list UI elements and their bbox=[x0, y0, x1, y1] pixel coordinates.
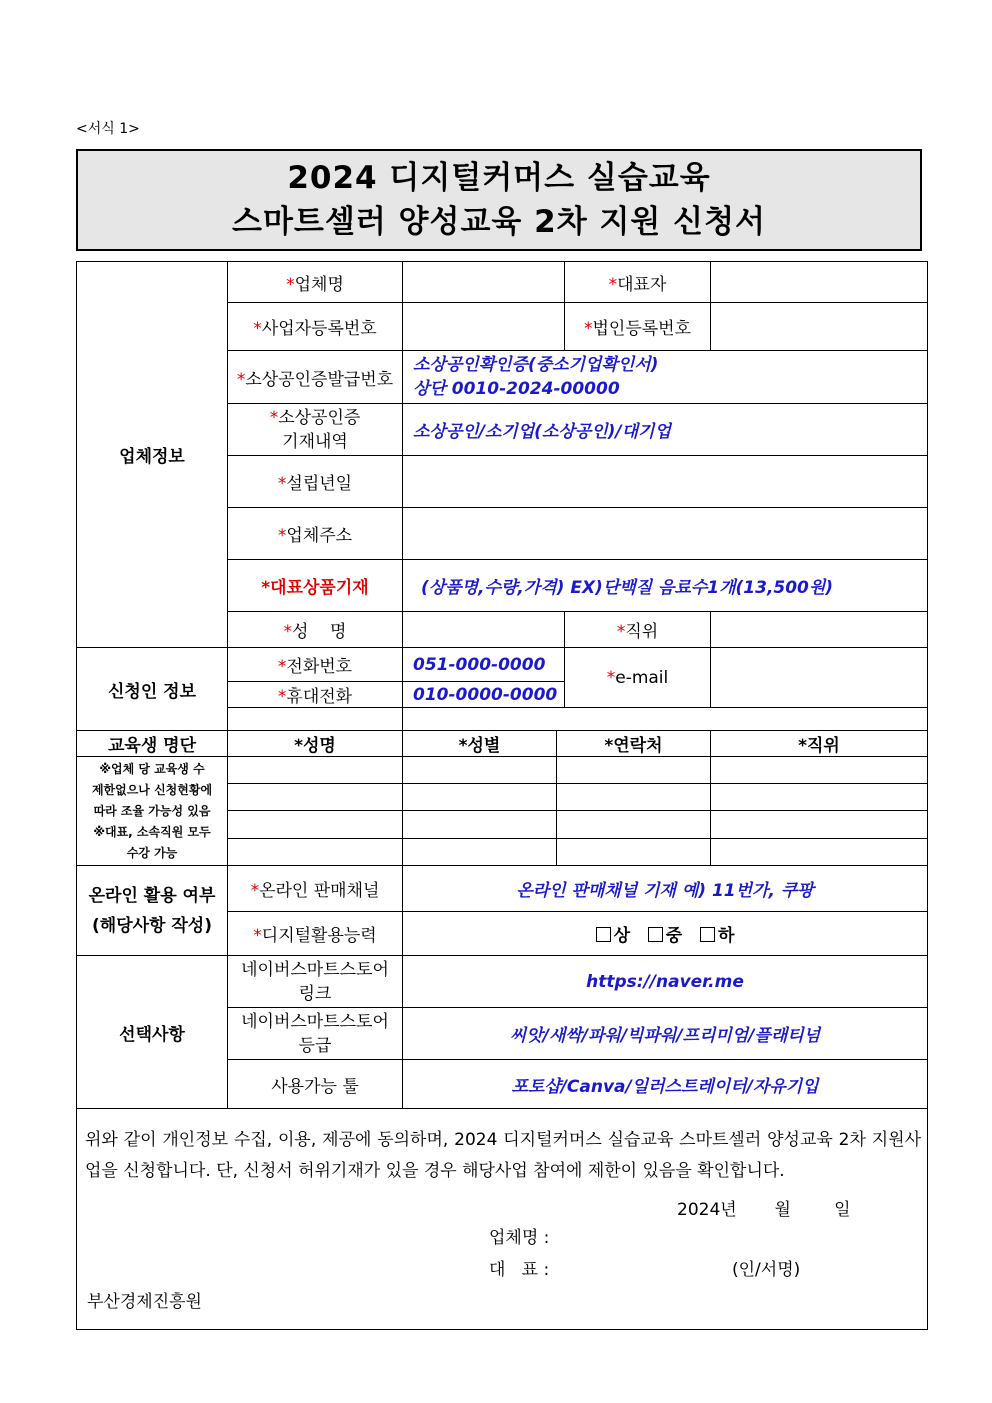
title-line-1: 2024 디지털커머스 실습교육 bbox=[287, 160, 711, 196]
phone-label: *전화번호 bbox=[228, 648, 403, 682]
trainee-1-name[interactable] bbox=[228, 757, 403, 784]
trainee-col-gender: *성별 bbox=[403, 731, 557, 757]
trainee-3-gender[interactable] bbox=[403, 811, 557, 839]
bizno-label: *사업자등록번호 bbox=[228, 303, 403, 351]
applicant-name-label: *성 명 bbox=[228, 612, 403, 648]
address-field[interactable] bbox=[403, 508, 928, 560]
email-field[interactable] bbox=[711, 648, 928, 708]
trainee-2-contact[interactable] bbox=[557, 784, 711, 811]
trainee-2-name[interactable] bbox=[228, 784, 403, 811]
trainee-2-position[interactable] bbox=[711, 784, 928, 811]
founded-field[interactable] bbox=[403, 456, 928, 508]
trainee-3-position[interactable] bbox=[711, 811, 928, 839]
cert-no-label: *소상공인증발급번호 bbox=[228, 351, 403, 404]
checkbox-icon bbox=[596, 927, 611, 942]
channel-field[interactable]: 온라인 판매채널 기재 예) 11번가, 쿠팡 bbox=[403, 866, 928, 912]
company-signature-label: 업체명 : bbox=[489, 1228, 550, 1248]
trainee-3-contact[interactable] bbox=[557, 811, 711, 839]
trainee-col-position: *직위 bbox=[711, 731, 928, 757]
form-number-label: <서식 1> bbox=[76, 121, 140, 137]
ceo-signature-label: 대 표 : bbox=[489, 1260, 550, 1280]
application-form-table bbox=[76, 261, 928, 1330]
founded-label: *설립년일 bbox=[228, 456, 403, 508]
trainee-section-title: 교육생 명단 bbox=[77, 731, 228, 757]
store-grade-label: 네이버스마트스토어 등급 bbox=[228, 1008, 403, 1060]
mobile-label: *휴대전화 bbox=[228, 682, 403, 708]
applicant-name-field[interactable] bbox=[403, 612, 565, 648]
seal-label: (인/서명) bbox=[732, 1260, 801, 1280]
organization-name: 부산경제진흥원 bbox=[87, 1292, 202, 1312]
trainee-col-name: *성명 bbox=[228, 731, 403, 757]
phone-field[interactable]: 051-000-0000 bbox=[403, 648, 565, 682]
checkbox-icon bbox=[700, 927, 715, 942]
consent-statement: 위와 같이 개인정보 수집, 이용, 제공에 동의하며, 2024 디지털커머스 실습교육 스마트셀러 양성교육 2차 지원사업을 신청합니다. 단, 신청서 허위기재가 있을 경우 해당사업 참여에 제한이 있음을 확인합니다. bbox=[85, 1130, 921, 1181]
company-name-field[interactable] bbox=[403, 262, 565, 303]
trainee-4-gender[interactable] bbox=[403, 839, 557, 866]
digital-label: *디지털활용능력 bbox=[228, 912, 403, 956]
applicant-extra-cell bbox=[228, 708, 403, 731]
company-name-label: *업체명 bbox=[228, 262, 403, 303]
bizno-field[interactable] bbox=[403, 303, 565, 351]
store-link-field[interactable]: https://naver.me bbox=[403, 956, 928, 1008]
option-high-checkbox[interactable]: 상 bbox=[596, 926, 630, 946]
trainee-2-gender[interactable] bbox=[403, 784, 557, 811]
applicant-extra-field bbox=[403, 708, 928, 731]
option-mid-checkbox[interactable]: 중 bbox=[648, 926, 682, 946]
applicant-position-field[interactable] bbox=[711, 612, 928, 648]
title-box bbox=[76, 149, 922, 251]
ceo-field[interactable] bbox=[711, 262, 928, 303]
trainee-1-contact[interactable] bbox=[557, 757, 711, 784]
cert-no-hint-1: 소상공인확인증(중소기업확인서) bbox=[413, 355, 659, 375]
cert-no-field[interactable] bbox=[403, 351, 928, 404]
cert-type-field[interactable]: 소상공인/소기업(소상공인)/대기업 bbox=[403, 404, 928, 456]
ceo-label: *대표자 bbox=[565, 262, 711, 303]
channel-label: *온라인 판매채널 bbox=[228, 866, 403, 912]
applicant-position-label: *직위 bbox=[565, 612, 711, 648]
mobile-field[interactable]: 010-0000-0000 bbox=[403, 682, 565, 708]
company-section-label: 업체정보 bbox=[77, 262, 228, 648]
cert-type-label: *소상공인증 기재내역 bbox=[228, 404, 403, 456]
store-grade-field[interactable]: 씨앗/새싹/파워/빅파워/프리미엄/플래티넘 bbox=[403, 1008, 928, 1060]
trainee-note: ※업체 당 교육생 수 제한없으나 신청현황에 따라 조율 가능성 있음 ※대표, 소속직원 모두 수강 가능 bbox=[77, 757, 228, 866]
optional-section-label: 선택사항 bbox=[77, 956, 228, 1109]
email-label: *e-mail bbox=[565, 648, 711, 708]
trainee-4-name[interactable] bbox=[228, 839, 403, 866]
store-link-label: 네이버스마트스토어 링크 bbox=[228, 956, 403, 1008]
product-field[interactable]: (상품명,수량,가격) EX)단백질 음료수1개(13,500원) bbox=[403, 560, 928, 612]
digital-options bbox=[403, 912, 928, 956]
required-mark: * bbox=[286, 274, 295, 295]
trainee-1-gender[interactable] bbox=[403, 757, 557, 784]
address-label: *업체주소 bbox=[228, 508, 403, 560]
trainee-col-contact: *연락처 bbox=[557, 731, 711, 757]
corpno-field[interactable] bbox=[711, 303, 928, 351]
tools-label: 사용가능 툴 bbox=[228, 1060, 403, 1109]
checkbox-icon bbox=[648, 927, 663, 942]
cert-no-hint-2: 상단 0010-2024-00000 bbox=[413, 379, 620, 399]
trainee-4-contact[interactable] bbox=[557, 839, 711, 866]
trainee-4-position[interactable] bbox=[711, 839, 928, 866]
tools-field[interactable]: 포토샵/Canva/일러스트레이터/자유기입 bbox=[403, 1060, 928, 1109]
date-line: 2024년 월 일 bbox=[677, 1200, 851, 1220]
trainee-3-name[interactable] bbox=[228, 811, 403, 839]
online-section-label: 온라인 활용 여부 (해당사항 작성) bbox=[77, 866, 228, 956]
option-low-checkbox[interactable]: 하 bbox=[700, 926, 734, 946]
corpno-label: *법인등록번호 bbox=[565, 303, 711, 351]
trainee-1-position[interactable] bbox=[711, 757, 928, 784]
title-line-2: 스마트셀러 양성교육 2차 지원 신청서 bbox=[232, 204, 766, 240]
applicant-section-label: 신청인 정보 bbox=[77, 648, 228, 731]
product-label: *대표상품기재 bbox=[228, 560, 403, 612]
consent-section bbox=[77, 1109, 928, 1330]
